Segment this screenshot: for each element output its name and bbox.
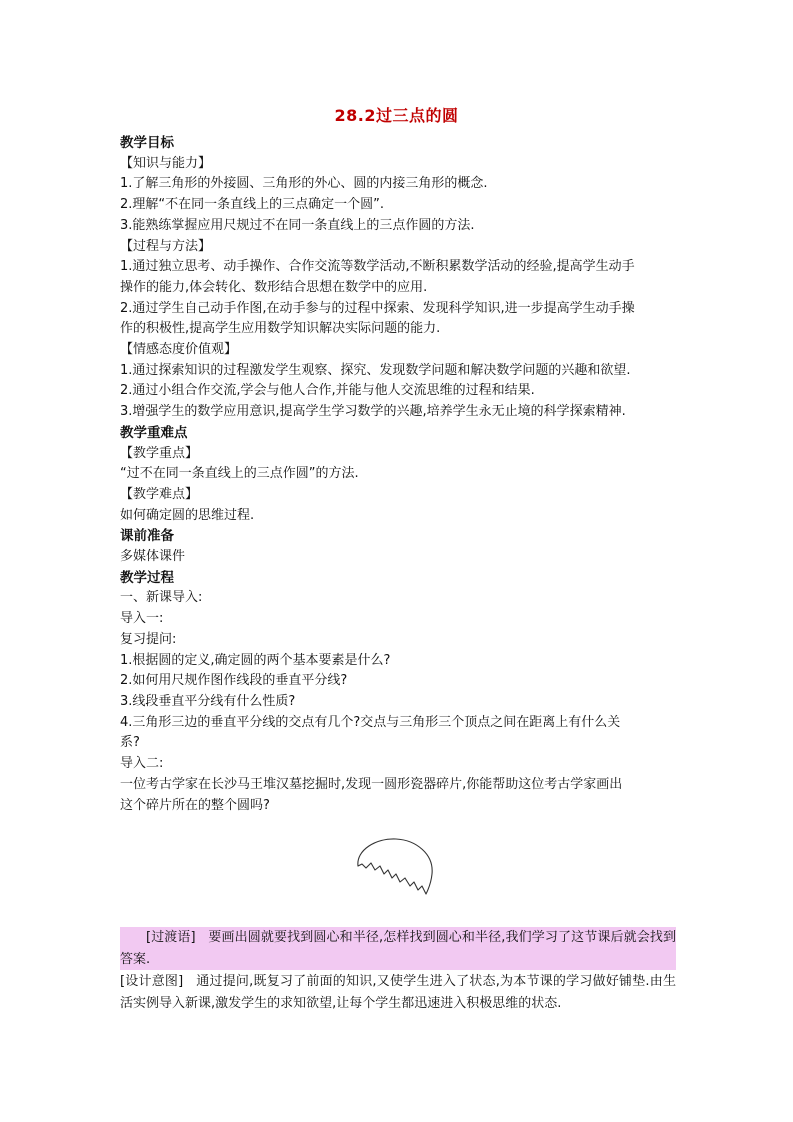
text-line: 1.了解三角形的外接圆、三角形的外心、圆的内接三角形的概念. — [120, 176, 488, 192]
text-line: 1.通过探索知识的过程激发学生观察、探究、发现数学问题和解决数学问题的兴趣和欲望. — [120, 362, 631, 378]
design-text: 通过提问,既复习了前面的知识,又使学生进入了状态,为本节课的学习做好铺垫.由生活实例导入新课,激发学生的求知欲望,让每个学生都迅速进入积极思维的状态. — [120, 974, 676, 1011]
design-intent-note — [120, 971, 676, 1014]
document-title: 28.2过三点的圆 — [334, 106, 459, 125]
text-line: 2.通过学生自己动手作图,在动手参与的过程中探索、发现科学知识,进一步提高学生动手操 — [120, 300, 635, 316]
text-line: 系? — [120, 735, 140, 751]
section-heading: 教学目标 — [120, 135, 174, 151]
text-line: “过不在同一条直线上的三点作圆”的方法. — [120, 466, 359, 482]
text-line: 复习提问: — [120, 631, 177, 647]
text-line: 多媒体课件 — [120, 549, 186, 565]
text-line: 1.根据圆的定义,确定圆的两个基本要素是什么? — [120, 652, 391, 668]
text-line: 一位考古学家在长沙马王堆汉墓挖掘时,发现一圆形瓷器碎片,你能帮助这位考古学家画出 — [120, 776, 623, 792]
transition-text: 要画出圆就要找到圆心和半径,怎样找到圆心和半径,我们学习了这节课后就会找到答案. — [120, 930, 676, 967]
text-line: 【过程与方法】 — [120, 238, 212, 254]
text-line: 【知识与能力】 — [120, 155, 212, 171]
text-line: 1.通过独立思考、动手操作、合作交流等数学活动,不断积累数学活动的经验,提高学生动手 — [120, 259, 635, 275]
design-label: [设计意图] — [120, 974, 184, 989]
text-line: 操作的能力,体会转化、数形结合思想在数学中的应用. — [120, 279, 428, 295]
text-line: 如何确定圆的思维过程. — [120, 507, 255, 523]
text-line: 导入一: — [120, 611, 164, 627]
section-heading: 教学过程 — [120, 569, 174, 586]
broken-porcelain-shard-figure — [350, 836, 440, 898]
text-line: 一、新课导入: — [120, 590, 203, 606]
section-heading: 教学重难点 — [120, 424, 188, 441]
text-line: 导入二: — [120, 756, 164, 772]
text-line: 【教学难点】 — [120, 486, 199, 502]
text-line: 2.理解“不在同一条直线上的三点确定一个圆”. — [120, 197, 385, 213]
section-heading: 课前准备 — [120, 528, 174, 545]
transition-note — [120, 927, 676, 970]
text-line: 3.增强学生的数学应用意识,提高学生学习数学的兴趣,培养学生永无止境的科学探索精神. — [120, 404, 626, 420]
text-line: 【教学重点】 — [120, 445, 199, 461]
transition-label: [过渡语] — [146, 930, 196, 945]
text-line: 这个碎片所在的整个圆吗? — [120, 797, 270, 813]
text-line: 3.线段垂直平分线有什么性质? — [120, 693, 296, 709]
text-line: 作的积极性,提高学生应用数学知识解决实际问题的能力. — [120, 321, 441, 337]
text-line: 2.如何用尺规作图作线段的垂直平分线? — [120, 673, 348, 689]
text-line: 4.三角形三边的垂直平分线的交点有几个?交点与三角形三个顶点之间在距离上有什么关 — [120, 714, 621, 730]
document-body — [120, 133, 680, 816]
text-line: 2.通过小组合作交流,学会与他人合作,并能与他人交流思维的过程和结果. — [120, 383, 535, 399]
text-line: 【情感态度价值观】 — [120, 342, 238, 358]
text-line: 3.能熟练掌握应用尺规过不在同一条直线上的三点作圆的方法. — [120, 217, 475, 233]
